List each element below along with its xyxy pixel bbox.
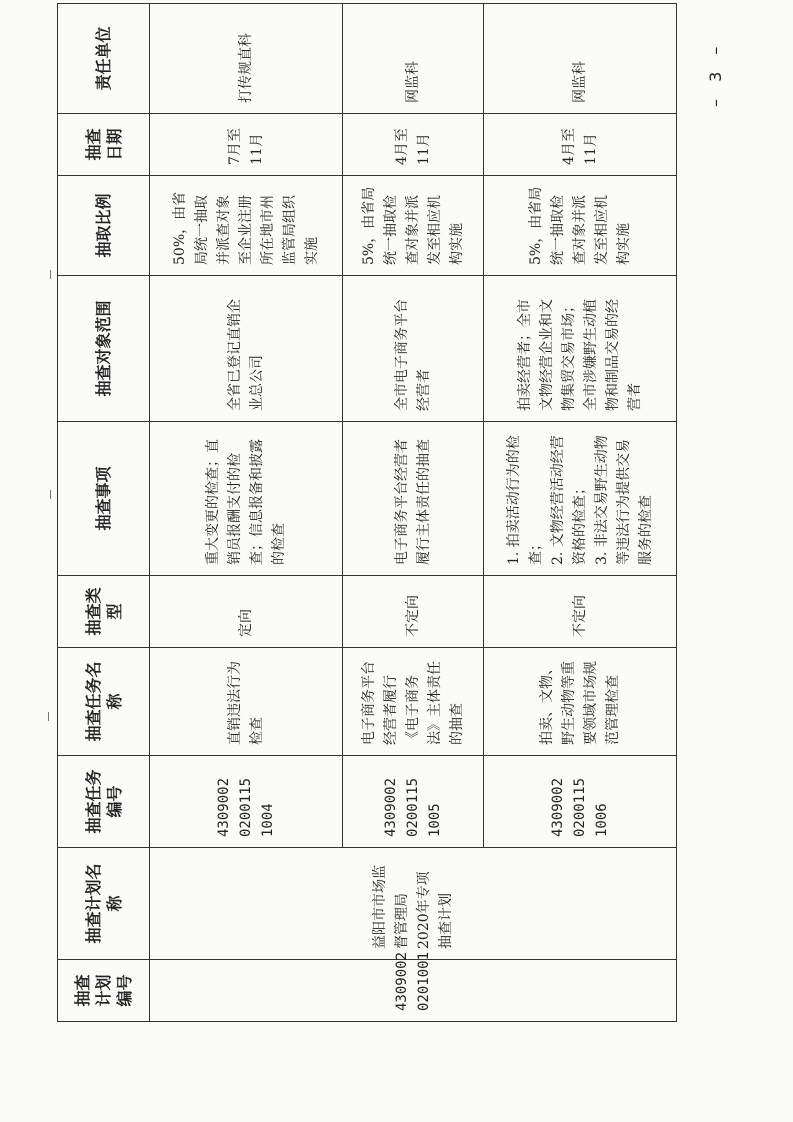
date-cell: 4月至11月 [484, 114, 677, 176]
plan-name-cell: 益阳市市场监督管理局2020年专项抽查计划 [150, 848, 677, 960]
header-ratio: 抽取比例 [58, 176, 150, 276]
header-task-name: 抽查任务名称 [58, 648, 150, 756]
ratio-cell: 5%，由省局统一抽取检查对象并派发至相应机构实施 [342, 176, 484, 276]
date-cell: 7月至11月 [150, 114, 343, 176]
items-cell: 1. 拍卖活动行为的检查； 2. 文物经营活动经营资格的检查； 3. 非法交易野生动物等违法行为提供交易服务的检查 [484, 422, 677, 576]
type-cell: 定向 [150, 576, 343, 648]
scope-cell: 全市电子商务平台经营者 [342, 276, 484, 422]
header-scope: 抽查对象范围 [58, 276, 150, 422]
scan-mark [50, 270, 51, 279]
task-name-cell: 直销违法行为检查 [150, 648, 343, 756]
items-cell: 电子商务平台经营者履行主体责任的抽查 [342, 422, 484, 576]
header-type: 抽查类型 [58, 576, 150, 648]
page-number: – 3 – [706, 40, 725, 107]
header-plan-no: 抽查计划编号 [58, 960, 150, 1022]
header-row [58, 4, 150, 1022]
header-date: 抽查日期 [58, 114, 150, 176]
unit-cell: 网监科 [484, 4, 677, 114]
header-unit: 责任单位 [58, 4, 150, 114]
unit-cell: 打传规直科 [150, 4, 343, 114]
ratio-cell: 5%，由省局统一抽取检查对象并派发至相应机构实施 [484, 176, 677, 276]
task-no-cell: 4309002 0200115 1006 [484, 756, 677, 848]
scope-cell: 拍卖经营者；全市文物经营企业和文物集贸交易市场；全市涉嫌野生动植物和制品交易的经营者 [484, 276, 677, 422]
unit-cell: 网监科 [342, 4, 484, 114]
task-no-cell: 4309002 0200115 1004 [150, 756, 343, 848]
ratio-cell: 50%，由省局统一抽取并派查对象至企业注册所在地市州监管局组织实施 [150, 176, 343, 276]
type-cell: 不定向 [484, 576, 677, 648]
scan-mark [48, 712, 49, 721]
header-task-no: 抽查任务编号 [58, 756, 150, 848]
task-name-cell: 拍卖、文物、野生动物等重要领域市场规范管理检查 [484, 648, 677, 756]
task-no-cell: 4309002 0200115 1005 [342, 756, 484, 848]
task-name-cell: 电子商务平台经营者履行《电子商务法》主体责任的抽查 [342, 648, 484, 756]
table-row [150, 4, 343, 1022]
items-cell: 重大变更的检查；直销员报酬支付的检查；信息报备和披露的检查 [150, 422, 343, 576]
header-plan-name: 抽查计划名称 [58, 848, 150, 960]
inspection-plan-table [57, 3, 677, 1022]
date-cell: 4月至11月 [342, 114, 484, 176]
scope-cell: 全省已登记直销企业总公司 [150, 276, 343, 422]
type-cell: 不定向 [342, 576, 484, 648]
header-items: 抽查事项 [58, 422, 150, 576]
scan-mark [50, 490, 51, 499]
plan-no-cell: 4309002 0201001 [150, 960, 677, 1022]
